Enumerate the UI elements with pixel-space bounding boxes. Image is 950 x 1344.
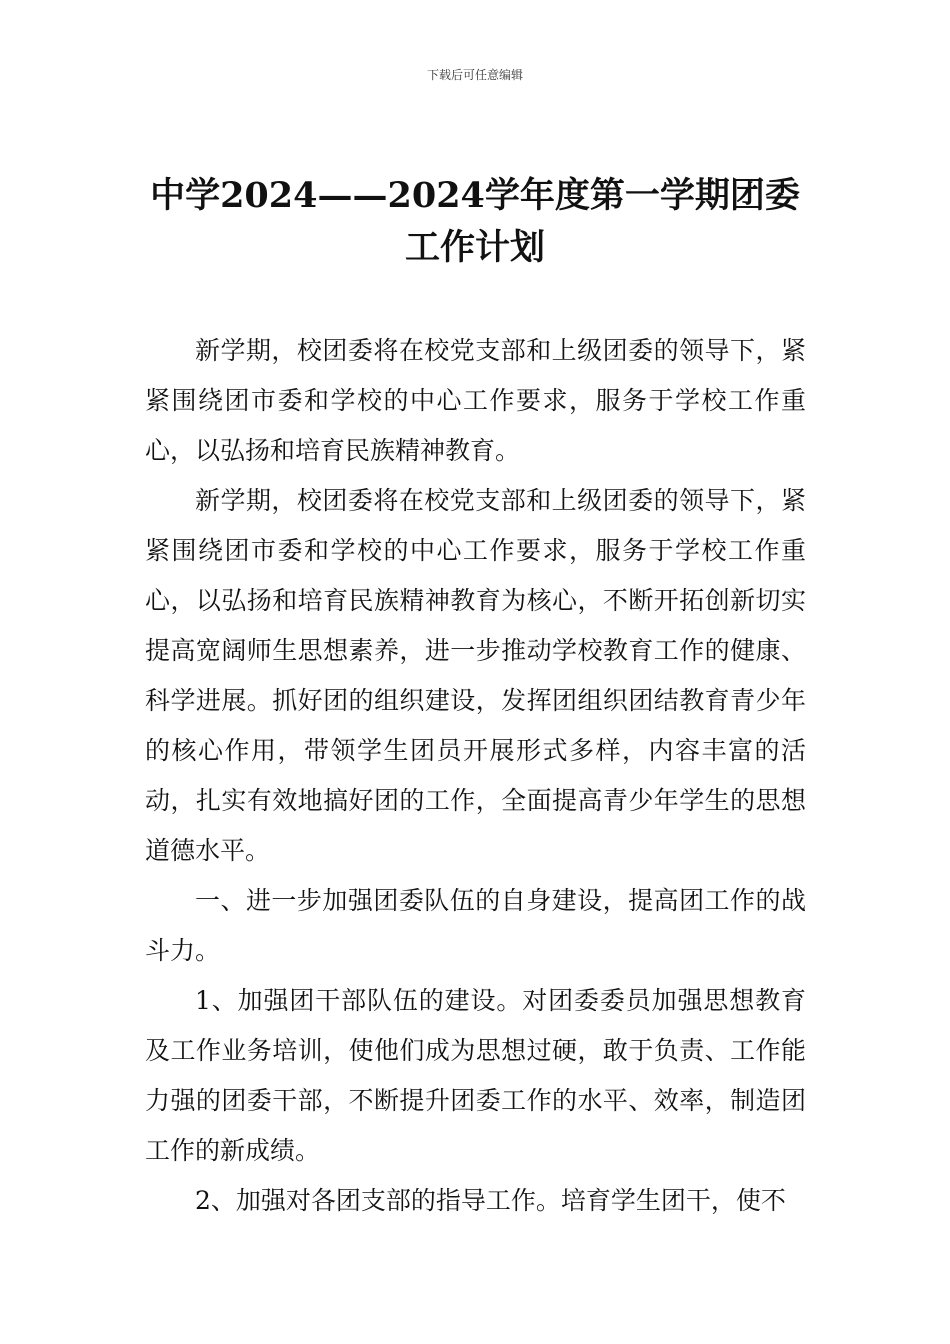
paragraph-intro-short: 新学期，校团委将在校党支部和上级团委的领导下，紧紧围绕团市委和学校的中心工作要求，服务于学校工作重心，以弘扬和培育民族精神教育。 <box>145 336 806 465</box>
document-body <box>145 326 806 1226</box>
document-title <box>100 170 850 274</box>
paragraph-item-1: 1、加强团干部队伍的建设。对团委委员加强思想教育及工作业务培训，使他们成为思想过硬，敢于负责、工作能力强的团委干部，不断提升团委工作的水平、效率，制造团工作的新成绩。 <box>145 986 806 1165</box>
paragraph-section-1-heading: 一、进一步加强团委队伍的自身建设，提高团工作的战斗力。 <box>145 886 806 965</box>
paragraph-intro-full: 新学期，校团委将在校党支部和上级团委的领导下，紧紧围绕团市委和学校的中心工作要求，服务于学校工作重心，以弘扬和培育民族精神教育为核心，不断开拓创新切实提高宽阔师生思想素养，进一步推动学校教育工作的健康、科学进展。抓好团的组织建设，发挥团组织团结教育青少年的核心作用，带领学生团员开展形式多样，内容丰富的活动，扎实有效地搞好团的工作，全面提高青少年学生的思想道德水平。 <box>145 486 806 865</box>
header-note: 下载后可任意编辑 <box>426 68 523 82</box>
paragraph-item-2: 2、加强对各团支部的指导工作。培育学生团干，使不 <box>195 1186 786 1215</box>
title-line-2: 工作计划 <box>404 227 545 268</box>
title-line-1: 中学2024——2024学年度第一学期团委 <box>150 175 800 216</box>
